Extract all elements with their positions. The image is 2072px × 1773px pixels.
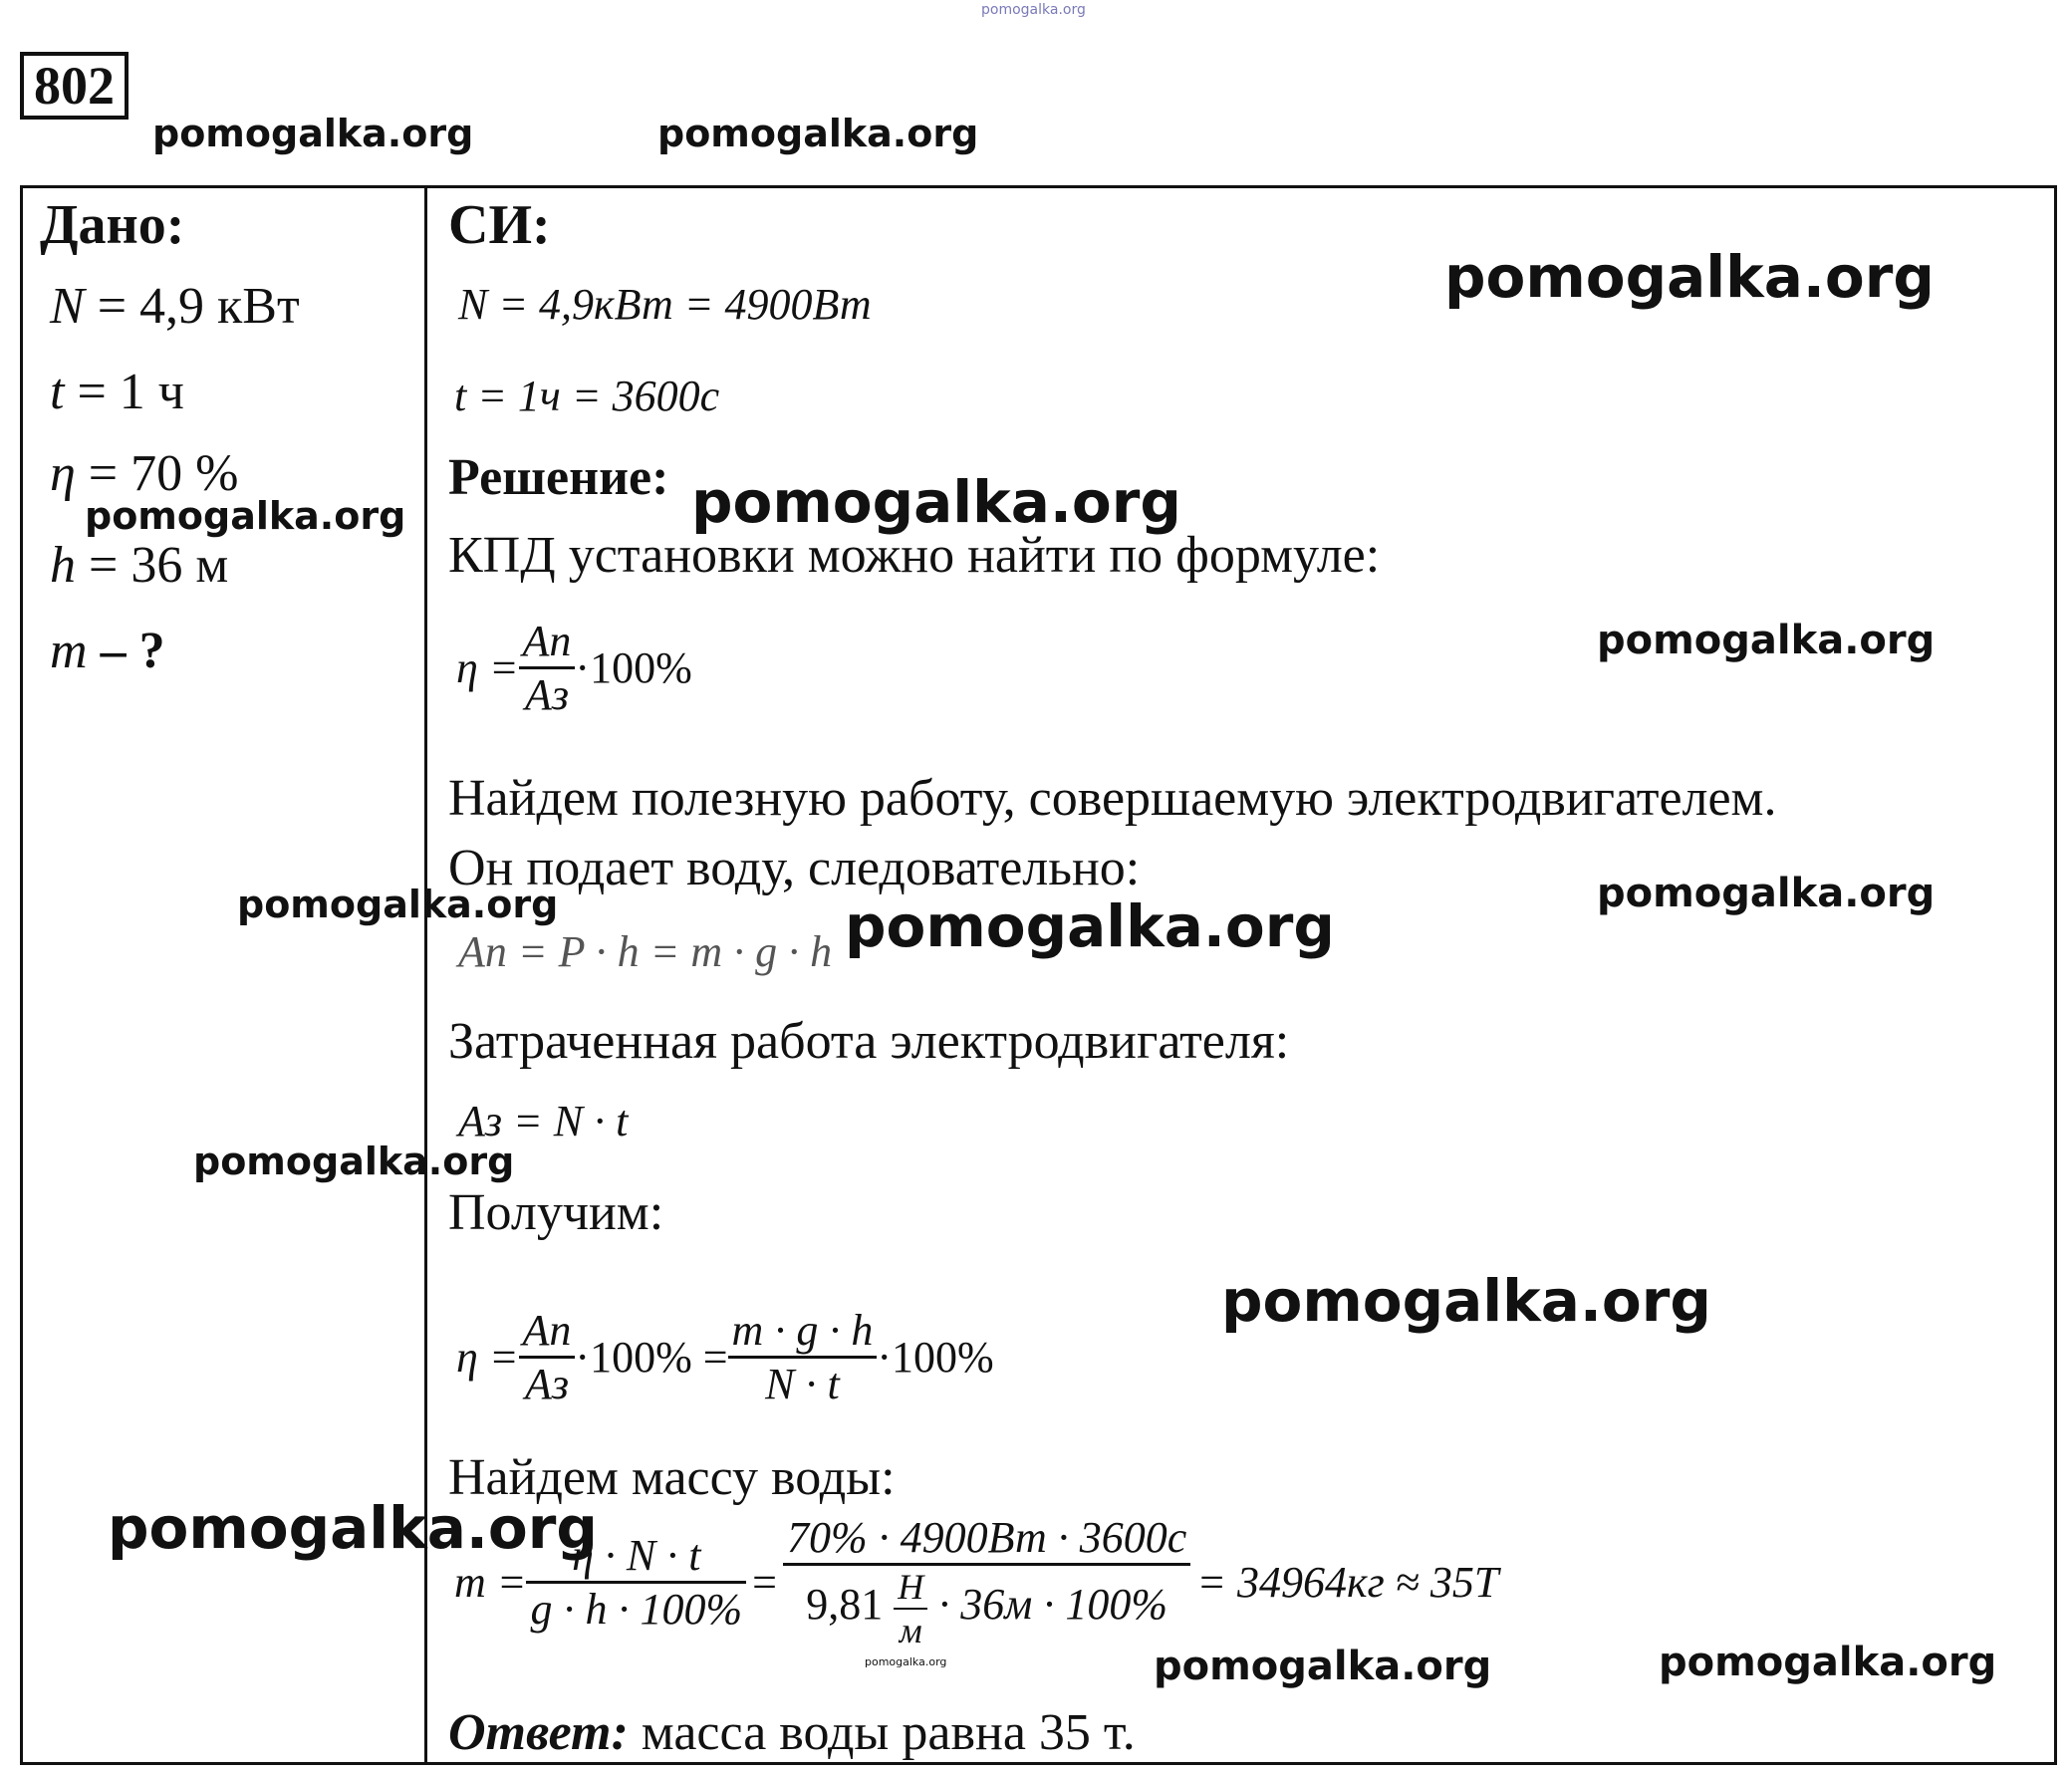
given-value: = 1 ч bbox=[77, 364, 184, 420]
given-item-unknown bbox=[50, 622, 165, 680]
top-watermark: pomogalka.org bbox=[981, 2, 1086, 18]
formula-middle: ·100% = bbox=[575, 1333, 728, 1382]
numerator: Aп bbox=[522, 617, 572, 665]
formula-efficiency bbox=[456, 616, 692, 720]
given-value: = 4,9 кВт bbox=[97, 278, 300, 335]
watermark: pomogalka.org bbox=[1444, 243, 1935, 311]
watermark: pomogalka.org bbox=[85, 494, 406, 538]
answer bbox=[448, 1703, 1136, 1762]
numerator: Aп bbox=[522, 1306, 572, 1355]
watermark: pomogalka.org bbox=[657, 112, 979, 155]
watermark: pomogalka.org bbox=[237, 883, 559, 926]
numerator: m · g · h bbox=[731, 1306, 874, 1355]
given-item-power bbox=[50, 277, 300, 336]
given-symbol: N bbox=[50, 278, 85, 335]
watermark: pomogalka.org bbox=[865, 1655, 947, 1668]
formula-tail: ·100% bbox=[575, 643, 692, 692]
given-symbol: h bbox=[50, 537, 76, 594]
watermark: pomogalka.org bbox=[1154, 1644, 1492, 1689]
watermark: pomogalka.org bbox=[1597, 871, 1936, 916]
given-value: – ? bbox=[100, 623, 165, 679]
given-header: Дано: bbox=[40, 194, 185, 256]
formula-result: = 34964кг ≈ 35Т bbox=[1196, 1557, 1499, 1607]
formula-mass bbox=[454, 1512, 1498, 1651]
watermark: pomogalka.org bbox=[845, 892, 1335, 960]
formula-efficiency-expanded bbox=[456, 1305, 994, 1409]
given-value: = 36 м bbox=[89, 537, 229, 594]
solution-paragraph: Он подает воду, следовательно: bbox=[448, 840, 1141, 896]
denominator bbox=[783, 1563, 1190, 1651]
solution-paragraph: Найдем массу воды: bbox=[448, 1449, 896, 1506]
formula-fraction bbox=[519, 1305, 576, 1409]
watermark: pomogalka.org bbox=[193, 1140, 515, 1183]
given-symbol: η bbox=[50, 445, 76, 502]
watermark: pomogalka.org bbox=[108, 1494, 598, 1562]
formula-fraction bbox=[519, 616, 576, 720]
formula-useful-work: Aп = P · h = m · g · h bbox=[458, 927, 833, 976]
watermark: pomogalka.org bbox=[1221, 1267, 1711, 1335]
formula-fraction bbox=[526, 1530, 746, 1635]
denominator: Aз bbox=[519, 1356, 576, 1409]
numerator: η · N · t bbox=[572, 1530, 701, 1580]
solution-paragraph: Затраченная работа электродвигателя: bbox=[448, 1013, 1290, 1070]
answer-label: Ответ: bbox=[448, 1704, 629, 1761]
solution-paragraph: КПД установки можно найти по формуле: bbox=[448, 527, 1381, 584]
unit-fraction bbox=[894, 1566, 927, 1651]
numerator: 70% · 4900Вт · 3600с bbox=[786, 1513, 1187, 1562]
denominator-coefficient: 9,81 bbox=[806, 1580, 884, 1630]
given-symbol: t bbox=[50, 364, 65, 420]
given-item-height bbox=[50, 536, 228, 595]
solution-header: Решение: bbox=[448, 449, 669, 506]
answer-text: масса воды равна 35 т. bbox=[641, 1704, 1136, 1761]
problem-number: 802 bbox=[20, 52, 129, 120]
formula-lhs: m = bbox=[454, 1557, 527, 1607]
watermark: pomogalka.org bbox=[691, 468, 1181, 536]
denominator: g · h · 100% bbox=[526, 1581, 746, 1635]
formula-spent-work: Aз = N · t bbox=[458, 1097, 629, 1145]
unit-numerator: Н bbox=[898, 1567, 924, 1607]
formula-lhs: η = bbox=[456, 643, 519, 692]
si-line-time: t = 1ч = 3600с bbox=[454, 372, 720, 420]
solution-paragraph: Найдем полезную работу, совершаемую электродвигателем. bbox=[448, 770, 1777, 827]
unit-denominator: м bbox=[894, 1608, 927, 1651]
si-line-power: N = 4,9кВт = 4900Вт bbox=[458, 280, 872, 329]
watermark: pomogalka.org bbox=[1659, 1640, 1997, 1685]
given-value: = 70 % bbox=[88, 445, 239, 502]
watermark: pomogalka.org bbox=[152, 112, 474, 155]
given-symbol: m bbox=[50, 623, 88, 679]
formula-equals: = bbox=[752, 1557, 777, 1607]
formula-tail: ·100% bbox=[877, 1333, 994, 1382]
formula-fraction bbox=[728, 1305, 878, 1409]
denominator-rest: · 36м · 100% bbox=[938, 1580, 1167, 1630]
denominator: N · t bbox=[728, 1356, 878, 1409]
si-header: СИ: bbox=[448, 194, 551, 256]
formula-lhs: η = bbox=[456, 1333, 519, 1382]
solution-paragraph: Получим: bbox=[448, 1184, 664, 1241]
watermark: pomogalka.org bbox=[1597, 618, 1936, 663]
denominator: Aз bbox=[519, 666, 576, 720]
formula-fraction bbox=[783, 1512, 1190, 1651]
given-item-time bbox=[50, 363, 184, 421]
